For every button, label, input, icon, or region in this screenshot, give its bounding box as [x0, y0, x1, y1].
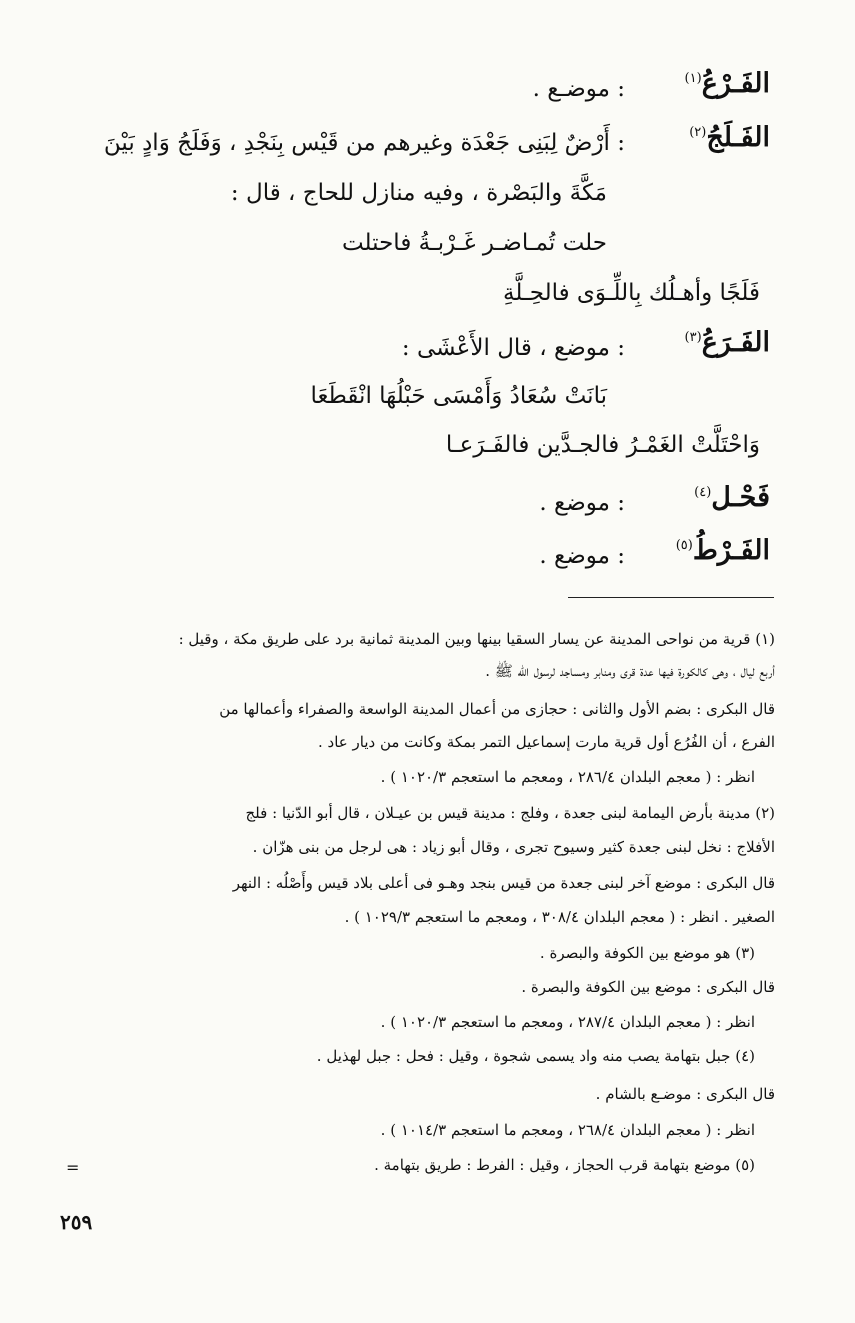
- footnote-line: انظر : ( معجم البلدان ٢٨٦/٤ ، ومعجم ما استعجم ١٠٢٠/٣ ) .: [380, 768, 755, 786]
- entry-definition-cont: مَكَّةَ والبَصْرة ، وفيه منازل للحاج ، قال :: [230, 180, 607, 206]
- verse-line: بَانَتْ سُعَادُ وَأَمْسَى حَبْلُهَا انْقَطَعَا: [310, 383, 607, 409]
- footnote-line: قال البكرى : موضع بين الكوفة والبصرة .: [521, 978, 775, 996]
- entry-definition: : أَرْضٌ لِبَنِى جَعْدَة وغيرهم من قَيْس بِنَجْدِ ، وَفَلَجُ وَادٍ بَيْنَ: [103, 130, 625, 156]
- footnote-line: (٤) جبل بتهامة يصب منه واد يسمى شجوة ، وقيل : فحل : جبل لهذيل .: [316, 1047, 755, 1065]
- entry-headword: الفَـرْعُ$^{(١)}$: [684, 68, 770, 99]
- entry-headword: الفَـلَجُ$^{(٢)}$: [689, 122, 770, 153]
- footnote-line: قال البكرى : بضم الأول والثانى : حجازى من أعمال المدينة الواسعة والصفراء وأعمالها من: [219, 700, 775, 718]
- entry-headword: الفَـرْطُ$^{(٥)}$: [675, 535, 770, 566]
- entry-definition: : موضع .: [539, 490, 625, 516]
- footnote-line: (٢) مدينة بأرض اليمامة لبنى جعدة ، وفلج : مدينة قيس بن عيـلان ، قال أبو الدّنيا : فلج: [245, 804, 775, 822]
- footnote-line: انظر : ( معجم البلدان ٢٨٧/٤ ، ومعجم ما استعجم ١٠٢٠/٣ ) .: [380, 1013, 755, 1031]
- footnote-line: الأفلاج : نخل لبنى جعدة كثير وسيوح تجرى ، وقال أبو زياد : هى لرجل من بنى هزّان .: [252, 838, 775, 856]
- footnote-line: الصغير . انظر : ( معجم البلدان ٣٠٨/٤ ، ومعجم ما استعجم ١٠٢٩/٣ ) .: [344, 908, 775, 926]
- continuation-mark: =: [66, 1158, 80, 1177]
- verse-line: حلت تُمـاضـر غَـرْبـةُ فاحتلت: [341, 230, 607, 256]
- footnote-line: أربع ليال ، وهى كالكورة فيها عدة قرى ومنابر ومساجد لرسول الله ﷺ .: [485, 662, 775, 680]
- entry-definition: : موضع .: [539, 543, 625, 569]
- footnote-line: (٣) هو موضع بين الكوفة والبصرة .: [539, 944, 755, 962]
- footnote-line: قال البكرى : موضـع بالشام .: [595, 1085, 775, 1103]
- footnote-line: (٥) موضع بتهامة قرب الحجاز ، وقيل : الفرط : طريق بتهامة .: [374, 1156, 755, 1174]
- entry-headword: الفَـرَعُ$^{(٣)}$: [684, 327, 770, 358]
- page-number: ٢٥٩: [60, 1210, 93, 1234]
- entry-definition: : موضع ، قال الأَعْشَى :: [401, 335, 625, 361]
- verse-line: وَاحْتَلَّتْ الغَمْـرُ فالجـدَّين فالفَـرَعـا: [445, 432, 760, 458]
- footnote-line: انظر : ( معجم البلدان ٢٦٨/٤ ، ومعجم ما استعجم ١٠١٤/٣ ) .: [380, 1121, 755, 1139]
- footnote-line: الفرع ، أن الفُرُع أول قرية مارت إسماعيل التمر بمكة وكانت من ديار عاد .: [318, 733, 775, 751]
- footnote-divider: [568, 597, 774, 598]
- verse-line: فَلَجًا وأهـلُك بِاللِّـوَى فالحِـلَّةِ: [503, 280, 760, 306]
- footnote-line: قال البكرى : موضع آخر لبنى جعدة من قيس بنجد وهـو فى أعلى بلاد قيس وأَصْلُه : النهر: [232, 874, 775, 892]
- entry-definition: : موضـع .: [532, 76, 625, 102]
- footnote-line: (١) قرية من نواحى المدينة عن يسار السقيا بينها وبين المدينة ثمانية برد على طريق مكة ، وقيل :: [178, 630, 775, 648]
- entry-headword: فَحْـل$^{(٤)}$: [694, 482, 770, 513]
